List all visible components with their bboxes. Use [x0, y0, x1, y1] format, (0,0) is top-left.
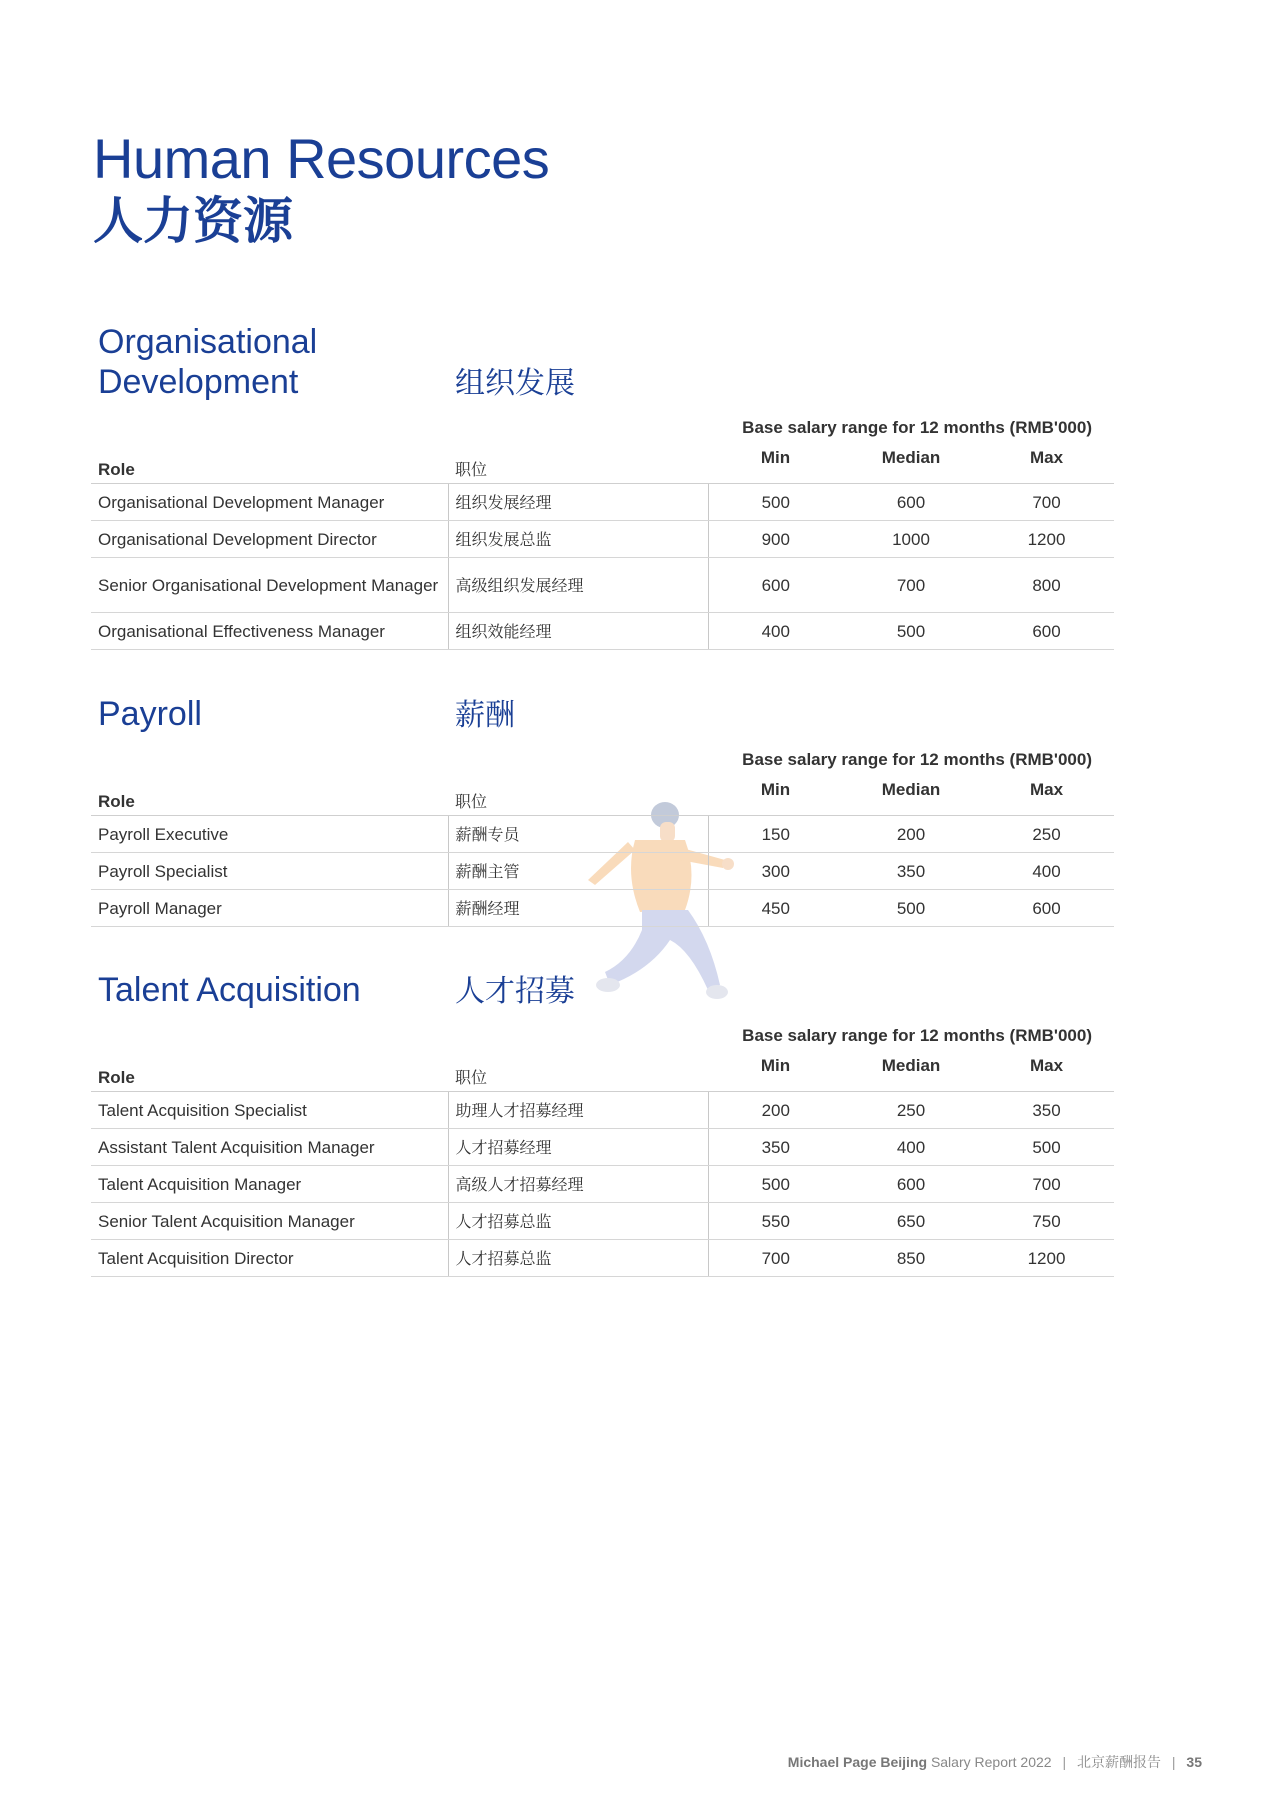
median-cell: 500	[843, 613, 979, 650]
salary-table	[91, 774, 1114, 927]
role-cell: Payroll Executive	[91, 816, 448, 853]
role-cell: Payroll Specialist	[91, 853, 448, 890]
max-cell: 500	[979, 1129, 1114, 1166]
max-cell: 600	[979, 613, 1114, 650]
median-cell: 350	[843, 853, 979, 890]
role-cell: Talent Acquisition Specialist	[91, 1092, 448, 1129]
table-row	[91, 853, 1114, 890]
role-cell: Talent Acquisition Director	[91, 1240, 448, 1277]
table-row	[91, 1166, 1114, 1203]
section-title-zh: 薪酬	[455, 698, 515, 733]
min-cell: 600	[708, 558, 843, 613]
col-median-header: Median	[843, 442, 979, 484]
median-cell: 600	[843, 484, 979, 521]
section-title-zh: 组织发展	[455, 366, 575, 401]
section-organisational-development	[91, 312, 1114, 650]
max-cell: 350	[979, 1092, 1114, 1129]
table-header-row	[91, 1050, 1114, 1092]
role-zh-cell: 组织发展总监	[448, 521, 708, 558]
role-cell: Organisational Effectiveness Manager	[91, 613, 448, 650]
col-median-header: Median	[843, 774, 979, 816]
max-cell: 250	[979, 816, 1114, 853]
role-cell: Payroll Manager	[91, 890, 448, 927]
max-cell: 750	[979, 1203, 1114, 1240]
col-role-zh-header: 职位	[448, 774, 708, 816]
col-role-header: Role	[91, 442, 448, 484]
page-title	[93, 128, 549, 249]
table-row	[91, 1092, 1114, 1129]
section-header	[91, 962, 1114, 1010]
salary-range-label: Base salary range for 12 months (RMB'000)	[742, 750, 1092, 769]
role-zh-cell: 助理人才招募经理	[448, 1092, 708, 1129]
min-cell: 900	[708, 521, 843, 558]
col-role-zh-header: 职位	[448, 442, 708, 484]
median-cell: 650	[843, 1203, 979, 1240]
section-title-en: Payroll	[98, 694, 202, 733]
section-header	[91, 312, 1114, 402]
role-cell: Organisational Development Director	[91, 521, 448, 558]
table-row	[91, 1129, 1114, 1166]
role-zh-cell: 薪酬专员	[448, 816, 708, 853]
min-cell: 450	[708, 890, 843, 927]
section-title-en: Talent Acquisition	[98, 970, 361, 1009]
median-cell: 600	[843, 1166, 979, 1203]
min-cell: 200	[708, 1092, 843, 1129]
max-cell: 700	[979, 484, 1114, 521]
role-zh-cell: 薪酬主管	[448, 853, 708, 890]
min-cell: 150	[708, 816, 843, 853]
min-cell: 300	[708, 853, 843, 890]
footer-brand: Michael Page Beijing	[787, 1754, 928, 1770]
role-zh-cell: 人才招募总监	[448, 1203, 708, 1240]
section-title-zh: 人才招募	[455, 974, 575, 1009]
min-cell: 350	[708, 1129, 843, 1166]
min-cell: 400	[708, 613, 843, 650]
page-title-en: Human Resources	[93, 127, 550, 190]
col-max-header: Max	[979, 1050, 1114, 1092]
median-cell: 700	[843, 558, 979, 613]
min-cell: 550	[708, 1203, 843, 1240]
median-cell: 500	[843, 890, 979, 927]
table-header-row	[91, 774, 1114, 816]
table-header-row	[91, 442, 1114, 484]
salary-range-label: Base salary range for 12 months (RMB'000)	[742, 418, 1092, 437]
max-cell: 1200	[979, 521, 1114, 558]
min-cell: 500	[708, 484, 843, 521]
table-row	[91, 890, 1114, 927]
col-median-header: Median	[843, 1050, 979, 1092]
salary-range-label: Base salary range for 12 months (RMB'000)	[742, 1026, 1092, 1045]
table-row	[91, 521, 1114, 558]
median-cell: 250	[843, 1092, 979, 1129]
section-talent-acquisition	[91, 962, 1114, 1277]
max-cell: 400	[979, 853, 1114, 890]
footer-report-zh: 北京薪酬报告	[1077, 1755, 1161, 1771]
col-min-header: Min	[708, 774, 843, 816]
max-cell: 800	[979, 558, 1114, 613]
role-zh-cell: 薪酬经理	[448, 890, 708, 927]
role-zh-cell: 高级组织发展经理	[448, 558, 708, 613]
min-cell: 700	[708, 1240, 843, 1277]
role-zh-cell: 人才招募总监	[448, 1240, 708, 1277]
median-cell: 200	[843, 816, 979, 853]
col-max-header: Max	[979, 774, 1114, 816]
footer-report: Salary Report 2022	[930, 1754, 1052, 1770]
table-row	[91, 484, 1114, 521]
role-cell: Senior Organisational Development Manager	[91, 558, 448, 613]
col-role-header: Role	[91, 774, 448, 816]
role-cell: Assistant Talent Acquisition Manager	[91, 1129, 448, 1166]
col-min-header: Min	[708, 442, 843, 484]
table-row	[91, 558, 1114, 613]
table-row	[91, 613, 1114, 650]
max-cell: 1200	[979, 1240, 1114, 1277]
role-cell: Organisational Development Manager	[91, 484, 448, 521]
min-cell: 500	[708, 1166, 843, 1203]
max-cell: 700	[979, 1166, 1114, 1203]
col-min-header: Min	[708, 1050, 843, 1092]
role-zh-cell: 高级人才招募经理	[448, 1166, 708, 1203]
table-row	[91, 1240, 1114, 1277]
role-zh-cell: 组织发展经理	[448, 484, 708, 521]
max-cell: 600	[979, 890, 1114, 927]
col-role-zh-header: 职位	[448, 1050, 708, 1092]
role-cell: Talent Acquisition Manager	[91, 1166, 448, 1203]
page-footer	[788, 1752, 1202, 1772]
role-cell: Senior Talent Acquisition Manager	[91, 1203, 448, 1240]
footer-separator: |	[1062, 1754, 1067, 1770]
median-cell: 1000	[843, 521, 979, 558]
median-cell: 850	[843, 1240, 979, 1277]
col-max-header: Max	[979, 442, 1114, 484]
role-zh-cell: 组织效能经理	[448, 613, 708, 650]
col-role-header: Role	[91, 1050, 448, 1092]
footer-separator: |	[1171, 1754, 1176, 1770]
section-title-en: Organisational Development	[98, 322, 318, 401]
page-number: 35	[1186, 1754, 1202, 1770]
role-zh-cell: 人才招募经理	[448, 1129, 708, 1166]
median-cell: 400	[843, 1129, 979, 1166]
section-payroll	[91, 686, 1114, 927]
section-header	[91, 686, 1114, 734]
salary-table	[91, 442, 1114, 650]
salary-table	[91, 1050, 1114, 1277]
page-title-zh: 人力资源	[93, 191, 293, 250]
table-row	[91, 1203, 1114, 1240]
table-row	[91, 816, 1114, 853]
